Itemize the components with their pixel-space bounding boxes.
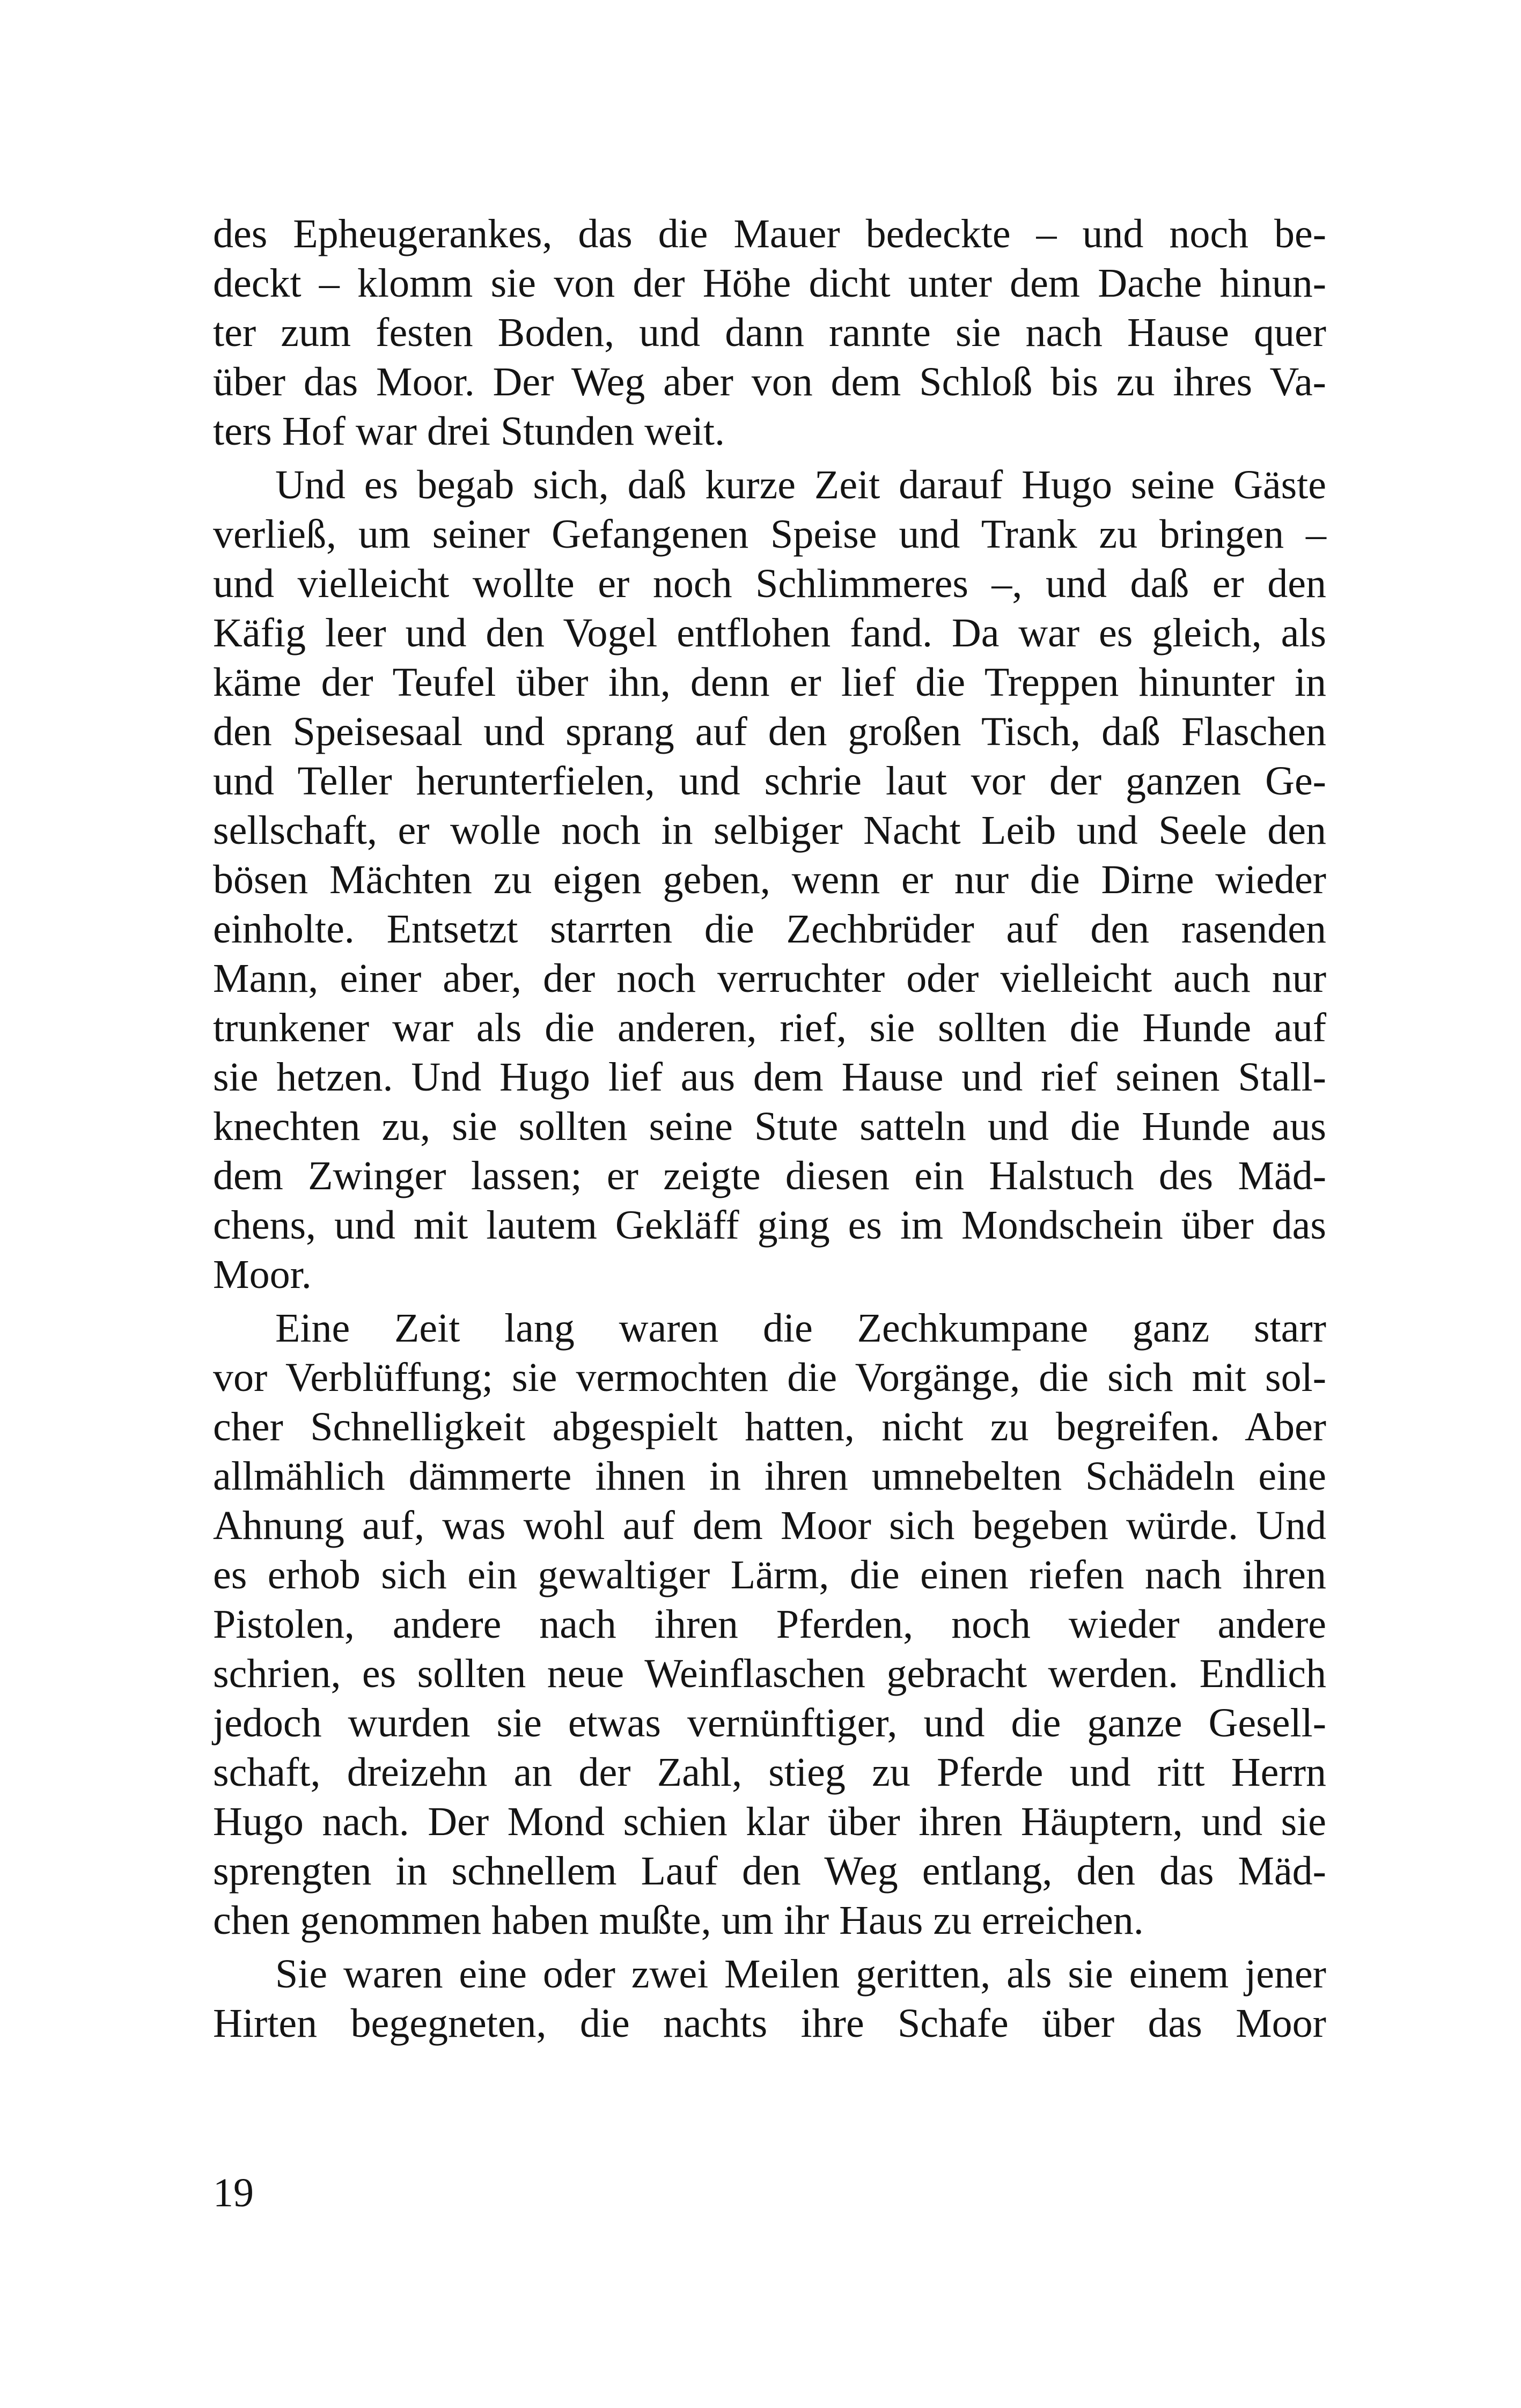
text-line: Käfig leer und den Vogel entflohen fand. Da war es gleich, als <box>213 610 1326 656</box>
text-line: Pistolen, andere nach ihren Pferden, noch wieder andere <box>213 1602 1326 1647</box>
body-text <box>213 209 1326 2052</box>
paragraph-2 <box>213 460 1326 1299</box>
text-line: Und es begab sich, daß kurze Zeit darauf Hugo seine Gäste <box>275 462 1326 507</box>
text-line: allmählich dämmerte ihnen in ihren umnebelten Schädeln eine <box>213 1454 1326 1499</box>
text-line: und Teller herunterfielen, und schrie laut vor der ganzen Ge- <box>213 759 1326 804</box>
text-line: vor Verblüffung; sie vermochten die Vorgänge, die sich mit sol- <box>213 1355 1326 1400</box>
text-line: käme der Teufel über ihn, denn er lief die Treppen hinunter in <box>213 660 1326 705</box>
text-line: trunkener war als die anderen, rief, sie sollten die Hunde auf <box>213 1005 1326 1050</box>
text-line: einholte. Entsetzt starrten die Zechbrüder auf den rasenden <box>213 907 1326 952</box>
text-line: bösen Mächten zu eigen geben, wenn er nur die Dirne wieder <box>213 857 1326 902</box>
paragraph-4 <box>213 1949 1326 2048</box>
text-line: Sie waren eine oder zwei Meilen geritten, als sie einem jener <box>275 1952 1326 1997</box>
text-line: ter zum festen Boden, und dann rannte sie nach Hause quer <box>213 310 1326 355</box>
text-line: Moor. <box>213 1252 312 1297</box>
text-line: knechten zu, sie sollten seine Stute satteln und die Hunde aus <box>213 1104 1326 1149</box>
text-line: Mann, einer aber, der noch verruchter oder vielleicht auch nur <box>213 956 1326 1001</box>
text-line: deckt – klomm sie von der Höhe dicht unter dem Dache hinun- <box>213 261 1326 306</box>
text-line: Hirten begegneten, die nachts ihre Schafe über das Moor <box>213 2001 1326 2046</box>
text-line: verließ, um seiner Gefangenen Speise und Trank zu bringen – <box>213 512 1326 557</box>
text-line: sellschaft, er wolle noch in selbiger Nacht Leib und Seele den <box>213 808 1326 853</box>
text-line: schaft, dreizehn an der Zahl, stieg zu Pferde und ritt Herrn <box>213 1750 1326 1795</box>
text-line: cher Schnelligkeit abgespielt hatten, nicht zu begreifen. Aber <box>213 1404 1326 1449</box>
text-line: sprengten in schnellem Lauf den Weg entlang, den das Mäd- <box>213 1849 1326 1894</box>
text-line: es erhob sich ein gewaltiger Lärm, die einen riefen nach ihren <box>213 1552 1326 1597</box>
text-line: schrien, es sollten neue Weinflaschen gebracht werden. Endlich <box>213 1651 1326 1696</box>
page-number: 19 <box>213 2170 254 2215</box>
text-line: und vielleicht wollte er noch Schlimmeres –, und daß er den <box>213 561 1326 606</box>
text-line: den Speisesaal und sprang auf den großen Tisch, daß Flaschen <box>213 709 1326 754</box>
text-line: chen genommen haben mußte, um ihr Haus zu erreichen. <box>213 1898 1144 1943</box>
text-line: jedoch wurden sie etwas vernünftiger, und die ganze Gesell- <box>213 1700 1326 1746</box>
paragraph-1 <box>213 209 1326 456</box>
text-line: Hugo nach. Der Mond schien klar über ihren Häuptern, und sie <box>213 1799 1326 1844</box>
text-line: Ahnung auf, was wohl auf dem Moor sich begeben würde. Und <box>213 1503 1326 1548</box>
text-line: chens, und mit lautem Gekläff ging es im Mondschein über das <box>213 1203 1326 1248</box>
text-line: Eine Zeit lang waren die Zechkumpane ganz starr <box>275 1306 1326 1351</box>
text-line: über das Moor. Der Weg aber von dem Schloß bis zu ihres Va- <box>213 359 1326 404</box>
text-line: ters Hof war drei Stunden weit. <box>213 409 725 454</box>
paragraph-3 <box>213 1304 1326 1945</box>
text-line: dem Zwinger lassen; er zeigte diesen ein Halstuch des Mäd- <box>213 1153 1326 1198</box>
text-line: sie hetzen. Und Hugo lief aus dem Hause und rief seinen Stall- <box>213 1055 1326 1100</box>
text-line: des Epheugerankes, das die Mauer bedeckte – und noch be- <box>213 211 1326 256</box>
